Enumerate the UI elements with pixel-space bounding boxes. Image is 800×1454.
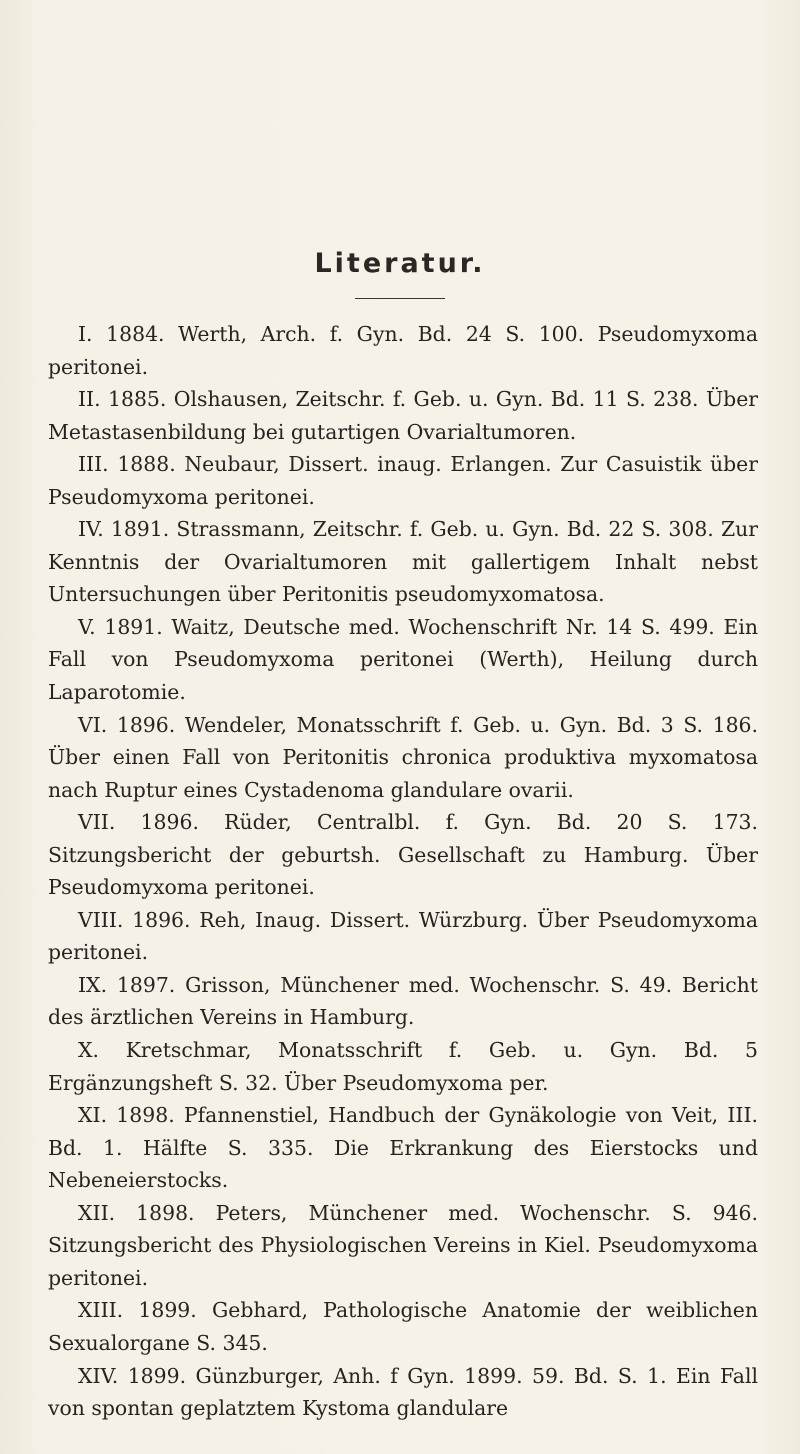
entry-text: 1896. Rüder, Centralbl. f. Gyn. Bd. 20 S. 173. Sitzungsbericht der geburtsh. Gesellschaft zu Hamburg. Über Pseudomyxoma peritonei. bbox=[48, 810, 759, 900]
entry-number: V. bbox=[78, 614, 96, 639]
entry-text: 1897. Grisson, Münchener med. Wochenschr. S. 49. Bericht des ärztlichen Vereins in Hamburg. bbox=[48, 972, 758, 1030]
bibliography-list bbox=[48, 318, 758, 1425]
page-title: Literatur. bbox=[314, 248, 486, 279]
entry-number: XI. bbox=[78, 1103, 108, 1128]
entry-number: XIV. bbox=[78, 1363, 119, 1388]
entry-number: VI. bbox=[78, 712, 108, 737]
entry-text: 1885. Olshausen, Zeitschr. f. Geb. u. Gyn. Bd. 11 S. 238. Über Metastasenbildung bei gutartigen Ovarialtumoren. bbox=[48, 387, 759, 444]
entry-number: VII. bbox=[78, 810, 116, 835]
bibliography-entry-4 bbox=[48, 513, 758, 611]
bibliography-entry-12 bbox=[48, 1197, 758, 1295]
entry-text: 1899. Günzburger, Anh. f Gyn. 1899. 59. Bd. S. 1. Ein Fall von spontan geplatztem Kystoma glandulare bbox=[48, 1363, 758, 1421]
bibliography-entry-13 bbox=[48, 1294, 758, 1359]
entry-number: XII. bbox=[78, 1200, 116, 1225]
entry-number: IX. bbox=[78, 972, 108, 997]
bibliography-entry-14 bbox=[48, 1360, 758, 1425]
bibliography-entry-1 bbox=[48, 318, 758, 383]
entry-text: 1898. Pfannenstiel, Handbuch der Gynäkologie von Veit, III. Bd. 1. Hälfte S. 335. Die Erkrankung des Eierstocks und Nebeneierstocks. bbox=[48, 1103, 758, 1193]
entry-text: 1898. Peters, Münchener med. Wochenschr. S. 946. Sitzungsbericht des Physiologischen Vereins in Kiel. Pseudomyxoma peritonei. bbox=[48, 1200, 758, 1290]
entry-number: IV. bbox=[78, 517, 104, 542]
bibliography-entry-7 bbox=[48, 806, 758, 904]
bibliography-entry-8 bbox=[48, 904, 758, 969]
bibliography-entry-6 bbox=[48, 709, 758, 807]
bibliography-entry-11 bbox=[48, 1099, 758, 1197]
entry-number: VIII. bbox=[78, 907, 124, 932]
entry-number: X. bbox=[78, 1038, 99, 1063]
bibliography-entry-9 bbox=[48, 969, 758, 1034]
entry-number: III. bbox=[78, 452, 109, 477]
entry-text: 1899. Gebhard, Pathologische Anatomie der weiblichen Sexualorgane S. 345. bbox=[48, 1298, 758, 1355]
bibliography-entry-2 bbox=[48, 383, 758, 448]
entry-text: 1884. Werth, Arch. f. Gyn. Bd. 24 S. 100. Pseudomyxoma peritonei. bbox=[48, 322, 758, 379]
entry-number: I. bbox=[78, 322, 93, 346]
bibliography-entry-10 bbox=[48, 1034, 758, 1099]
entry-text: 1891. Strassmann, Zeitschr. f. Geb. u. Gyn. Bd. 22 S. 308. Zur Kenntnis der Ovarialtumoren mit gallertigem Inhalt nebst Untersuchungen über Peritonitis pseudomyxomatosa. bbox=[48, 517, 758, 607]
entry-text: 1896. Wendeler, Monatsschrift f. Geb. u. Gyn. Bd. 3 S. 186. Über einen Fall von Peritonitis chronica produktiva myxomatosa nach Ruptur eines Cystadenoma glandulare ovarii. bbox=[48, 712, 759, 802]
bibliography-entry-5 bbox=[48, 611, 758, 709]
entry-number: XIII. bbox=[78, 1298, 124, 1323]
bibliography-entry-3 bbox=[48, 448, 758, 513]
entry-text: 1891. Waitz, Deutsche med. Wochenschrift Nr. 14 S. 499. Ein Fall von Pseudomyxoma peritonei (Werth), Heilung durch Laparotomie. bbox=[48, 614, 758, 705]
entry-text: 1896. Reh, Inaug. Dissert. Würzburg. Über Pseudomyxoma peritonei. bbox=[48, 907, 758, 965]
entry-number: II. bbox=[78, 387, 101, 412]
title-divider bbox=[355, 298, 445, 299]
entry-text: Kretschmar, Monatsschrift f. Geb. u. Gyn. Bd. 5 Ergänzungsheft S. 32. Über Pseudomyxoma per. bbox=[48, 1038, 758, 1095]
entry-text: 1888. Neubaur, Dissert. inaug. Erlangen. Zur Casuistik über Pseudomyxoma peritonei. bbox=[48, 452, 758, 509]
